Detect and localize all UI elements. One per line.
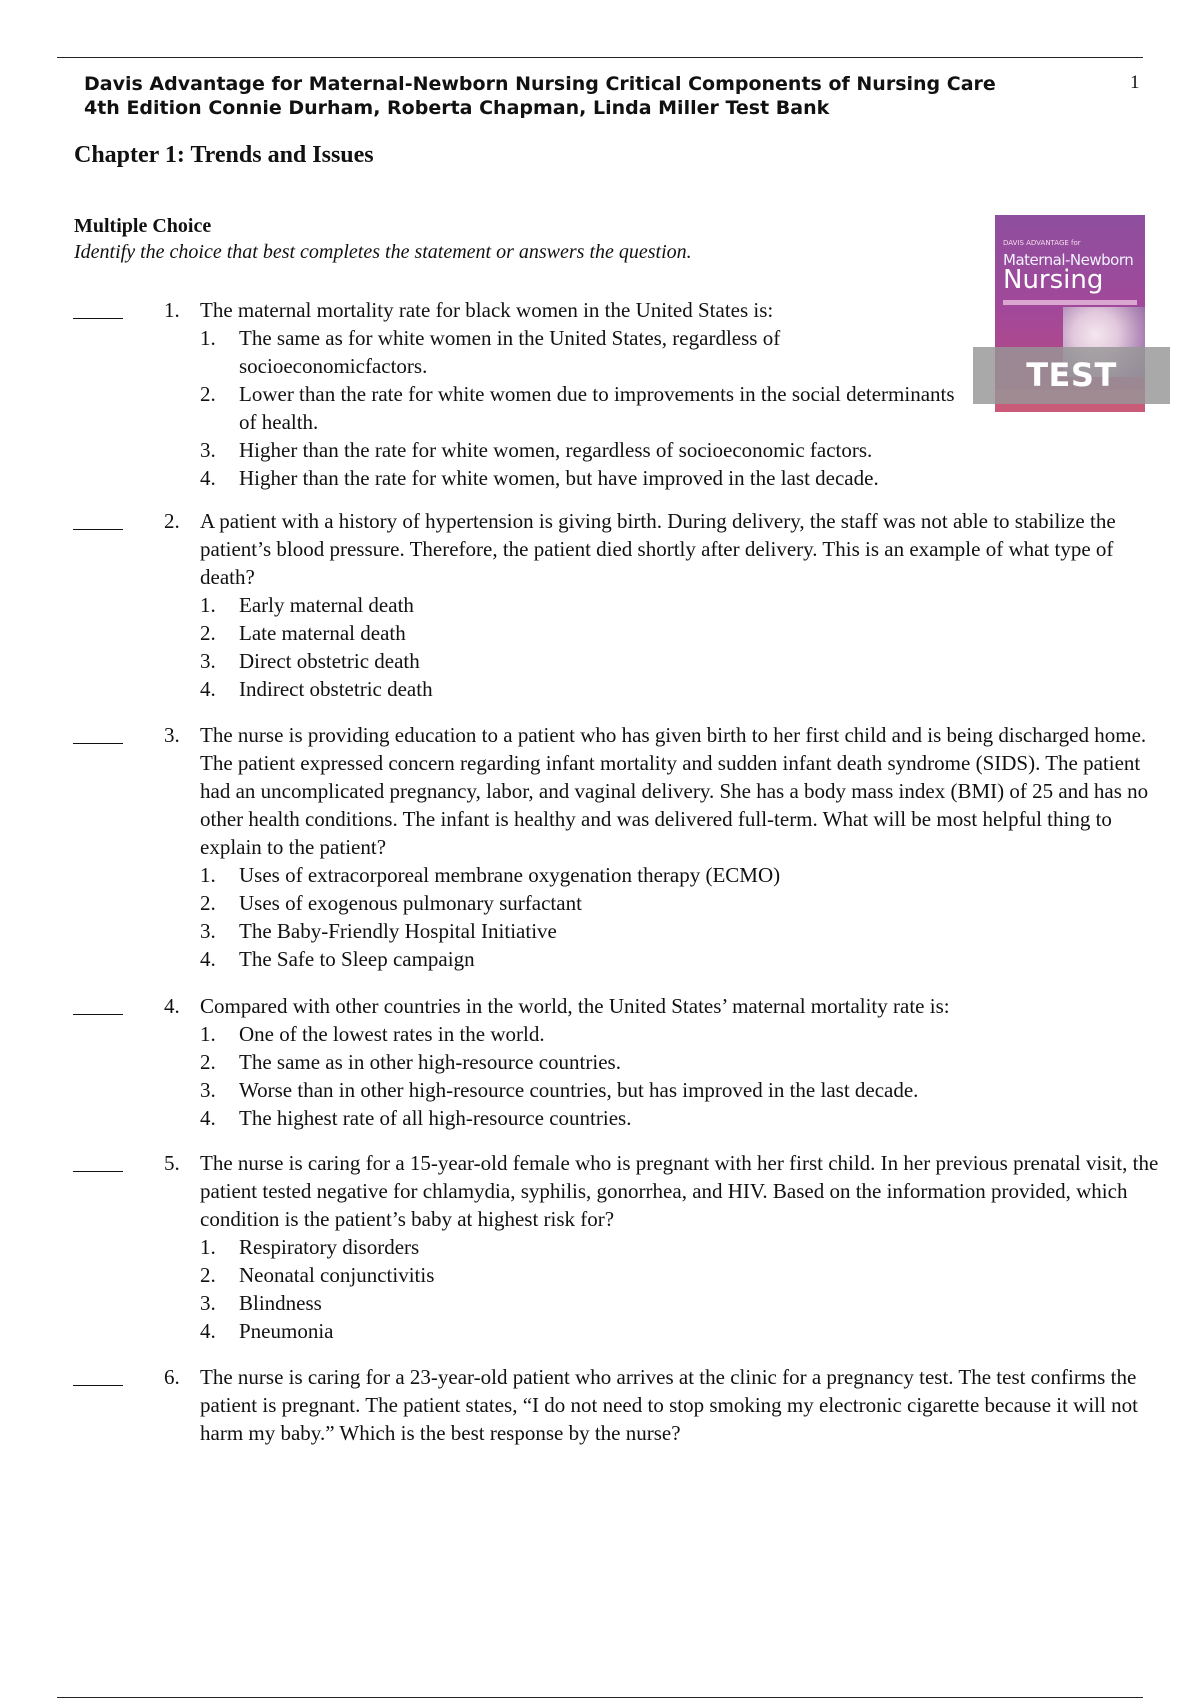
option-number: 4. — [200, 947, 216, 971]
answer-options — [200, 861, 1130, 973]
question-text: The maternal mortality rate for black women in the United States is: — [200, 298, 774, 322]
section-instruction: Identify the choice that best completes the statement or answers the question. — [74, 241, 692, 263]
option-number: 4. — [200, 1106, 216, 1130]
answer-option — [200, 324, 970, 380]
option-number: 2. — [200, 1263, 216, 1287]
option-text: The highest rate of all high-resource countries. — [239, 1106, 632, 1130]
option-text: Uses of exogenous pulmonary surfactant — [239, 891, 582, 915]
chapter-title: Chapter 1: Trends and Issues — [74, 142, 374, 168]
answer-options — [200, 1020, 1130, 1132]
option-text: Direct obstetric death — [239, 649, 420, 673]
answer-option — [200, 1076, 1130, 1104]
top-rule — [57, 57, 1143, 58]
option-text: Lower than the rate for white women due to improvements in the social determinants of health. — [239, 382, 955, 434]
question-number: 5. — [164, 1151, 180, 1175]
option-number: 2. — [200, 621, 216, 645]
answer-option — [200, 889, 1130, 917]
answer-option — [200, 647, 1130, 675]
answer-option — [200, 1289, 1130, 1317]
option-text: Uses of extracorporeal membrane oxygenation therapy (ECMO) — [239, 863, 781, 887]
option-number: 3. — [200, 919, 216, 943]
answer-option — [200, 464, 970, 492]
option-text: Higher than the rate for white women, regardless of socioeconomic factors. — [239, 438, 873, 462]
option-text: The same as for white women in the United States, regardless of socioeconomicfactors. — [239, 326, 781, 378]
answer-options — [200, 591, 1130, 703]
answer-options — [200, 1233, 1130, 1345]
option-number: 1. — [200, 1022, 216, 1046]
answer-option — [200, 619, 1130, 647]
answer-option — [200, 591, 1130, 619]
question-text: The nurse is caring for a 23-year-old patient who arrives at the clinic for a pregnancy test. The test confirms the patient is pregnant. The patient states, “I do not need to stop smoking my electronic cigarette because it will not harm my baby.” Which is the best response by the nurse? — [200, 1365, 1138, 1445]
answer-option — [200, 1233, 1130, 1261]
answer-option — [200, 861, 1130, 889]
question-text: The nurse is providing education to a patient who has given birth to her first child and is being discharged home. The patient expressed concern regarding infant mortality and sudden infant death syndrome (SIDS). The patient had an uncomplicated pregnancy, labor, and vaginal delivery. She has a body mass index (BMI) of 25 and has no other health conditions. The infant is healthy and was delivered full-term. What will be most helpful thing to explain to the patient? — [200, 723, 1149, 859]
option-text: Blindness — [239, 1291, 322, 1315]
answer-option — [200, 945, 1130, 973]
test-bank-banner: TEST BANK — [973, 347, 1170, 404]
option-text: Late maternal death — [239, 621, 406, 645]
question-number: 6. — [164, 1365, 180, 1389]
option-text: Respiratory disorders — [239, 1235, 420, 1259]
answer-option — [200, 1317, 1130, 1345]
option-text: Pneumonia — [239, 1319, 334, 1343]
option-number: 1. — [200, 1235, 216, 1259]
answer-blank[interactable] — [73, 1385, 123, 1386]
answer-options — [200, 324, 970, 492]
question-number: 4. — [164, 994, 180, 1018]
option-number: 2. — [200, 1050, 216, 1074]
option-number: 3. — [200, 649, 216, 673]
answer-blank[interactable] — [73, 1014, 123, 1015]
option-text: Early maternal death — [239, 593, 414, 617]
question-number: 1. — [164, 298, 180, 322]
option-text: The same as in other high-resource countries. — [239, 1050, 621, 1074]
answer-blank[interactable] — [73, 529, 123, 530]
question-text: A patient with a history of hypertension is giving birth. During delivery, the staff was not able to stabilize the patient’s blood pressure. Therefore, the patient died shortly after delivery. This is an example of what type of death? — [200, 509, 1116, 589]
answer-option — [200, 1104, 1130, 1132]
answer-option — [200, 675, 1130, 703]
option-number: 4. — [200, 466, 216, 490]
question-number: 3. — [164, 723, 180, 747]
option-text: Higher than the rate for white women, but have improved in the last decade. — [239, 466, 879, 490]
option-number: 3. — [200, 438, 216, 462]
document-title: Davis Advantage for Maternal-Newborn Nursing Critical Components of Nursing Care 4th Edition Connie Durham, Roberta Chapman, Linda Miller Test Bank — [84, 73, 996, 119]
cover-subtitle: Maternal-Newborn — [1003, 251, 1134, 269]
question-text: The nurse is caring for a 15-year-old female who is pregnant with her first child. In her previous prenatal visit, the patient tested negative for chlamydia, syphilis, gonorrhea, and HIV. Based on the information provided, which condition is the patient’s baby at highest risk for? — [200, 1151, 1159, 1231]
option-text: One of the lowest rates in the world. — [239, 1022, 545, 1046]
section-title: Multiple Choice — [74, 215, 212, 237]
page-number: 1 — [1130, 72, 1140, 93]
answer-option — [200, 380, 970, 436]
cover-title: Nursing — [1003, 265, 1104, 295]
option-number: 2. — [200, 382, 216, 406]
answer-blank[interactable] — [73, 318, 123, 319]
cover-publisher-line: DAVIS ADVANTAGE for — [1003, 239, 1081, 247]
answer-blank[interactable] — [73, 1171, 123, 1172]
option-text: The Baby-Friendly Hospital Initiative — [239, 919, 557, 943]
option-text: Worse than in other high-resource countries, but has improved in the last decade. — [239, 1078, 919, 1102]
option-number: 1. — [200, 326, 216, 350]
answer-blank[interactable] — [73, 743, 123, 744]
answer-option — [200, 917, 1130, 945]
answer-option — [200, 1020, 1130, 1048]
option-text: Indirect obstetric death — [239, 677, 433, 701]
answer-option — [200, 1261, 1130, 1289]
option-number: 1. — [200, 593, 216, 617]
cover-strip — [1003, 300, 1137, 305]
option-text: Neonatal conjunctivitis — [239, 1263, 435, 1287]
option-number: 3. — [200, 1078, 216, 1102]
bottom-rule — [57, 1697, 1143, 1698]
option-number: 1. — [200, 863, 216, 887]
question-text: Compared with other countries in the world, the United States’ maternal mortality rate is: — [200, 994, 950, 1018]
answer-option — [200, 1048, 1130, 1076]
option-number: 3. — [200, 1291, 216, 1315]
option-number: 4. — [200, 1319, 216, 1343]
question-number: 2. — [164, 509, 180, 533]
option-number: 2. — [200, 891, 216, 915]
answer-option — [200, 436, 970, 464]
option-text: The Safe to Sleep campaign — [239, 947, 475, 971]
option-number: 4. — [200, 677, 216, 701]
